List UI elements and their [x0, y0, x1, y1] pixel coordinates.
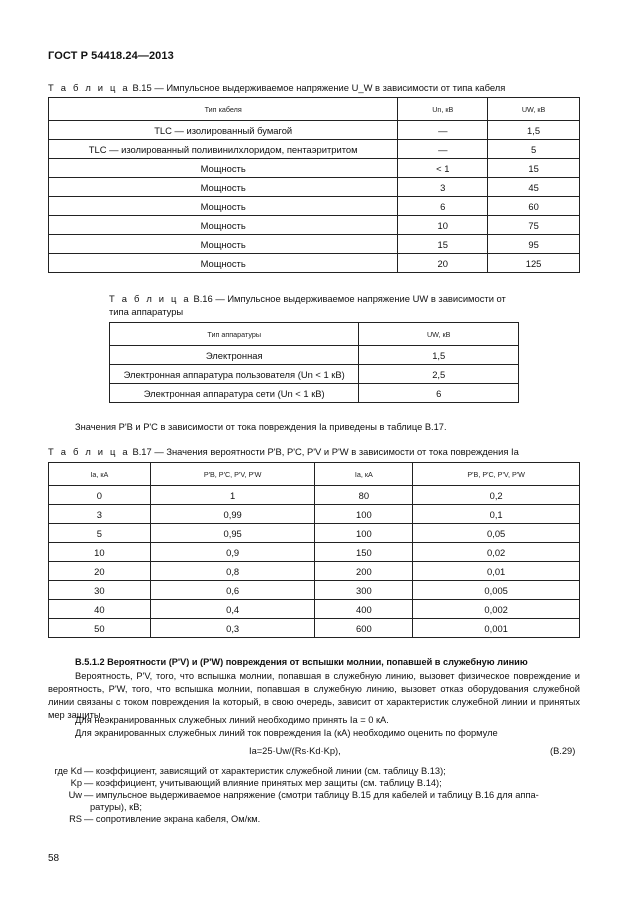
table-cell: 0,001: [413, 619, 580, 638]
table-cell: Мощность: [49, 216, 398, 235]
table-cell: 150: [315, 543, 413, 562]
table-b15: [48, 97, 580, 273]
table-cell: Электронная: [110, 346, 359, 365]
table-b16-caption-text: В.16 — Импульсное выдерживаемое напряжение UW в зависимости от: [193, 293, 506, 304]
table-cell: Электронная аппаратура сети (Un < 1 кВ): [110, 384, 359, 403]
table-row: [110, 384, 519, 403]
table-b16-caption-line1: [109, 293, 506, 305]
table-cell: 100: [315, 524, 413, 543]
column-header: UW, кВ: [488, 98, 580, 121]
column-header: UW, кВ: [359, 323, 519, 346]
table-cell: Мощность: [49, 254, 398, 273]
table-cell: 125: [488, 254, 580, 273]
table-b15-caption: [48, 82, 505, 94]
table-row: [49, 235, 580, 254]
table-cell: Мощность: [49, 235, 398, 254]
where-symbol: Kp: [70, 778, 82, 788]
table-cell: —: [398, 140, 488, 159]
table-row: [110, 365, 519, 384]
where-text: — коэффициент, учитывающий влияние принятых мер защиты (см. таблицу В.14);: [84, 778, 442, 788]
column-header: Un, кВ: [398, 98, 488, 121]
where-text: ратуры), кВ;: [90, 802, 143, 812]
table-cell: 0,005: [413, 581, 580, 600]
table-row: [49, 600, 580, 619]
table-cell: 1,5: [359, 346, 519, 365]
where-text: — коэффициент, зависящий от характеристик служебной линии (см. таблицу В.13);: [84, 766, 446, 776]
where-text: — сопротивление экрана кабеля, Ом/км.: [84, 814, 261, 824]
table-b17: [48, 462, 580, 638]
table-row: [49, 581, 580, 600]
table-b16-caption-line2: типа аппаратуры: [109, 306, 184, 317]
table-row: [49, 121, 580, 140]
table-row: [49, 562, 580, 581]
table-row: [49, 254, 580, 273]
formula: Ia=25·Uw/(Rs·Kd·Kp),: [249, 746, 341, 756]
table-cell: 200: [315, 562, 413, 581]
table-row: [49, 178, 580, 197]
table-cell: 0: [49, 486, 151, 505]
table-row: [49, 159, 580, 178]
table-cell: 0,9: [150, 543, 315, 562]
table-b16: [109, 322, 519, 403]
table-cell: 3: [49, 505, 151, 524]
table-cell: Мощность: [49, 178, 398, 197]
table-cell: 300: [315, 581, 413, 600]
table-cell: 5: [488, 140, 580, 159]
table-cell: 5: [49, 524, 151, 543]
table-b16-caption-prefix: Т а б л и ц а: [109, 293, 191, 304]
table-row: [49, 486, 580, 505]
table-cell: 0,002: [413, 600, 580, 619]
section-para2: Для неэкранированных служебных линий необходимо принять Ia = 0 кА.: [75, 715, 389, 725]
table-cell: 15: [488, 159, 580, 178]
table-b15-caption-text: В.15 — Импульсное выдерживаемое напряжение U_W в зависимости от типа кабеля: [132, 82, 506, 93]
section-heading: В.5.1.2 Вероятности (P'V) и (P'W) повреждения от вспышки молнии, попавшей в служебную линию: [75, 657, 528, 667]
formula-number: (В.29): [550, 746, 576, 756]
column-header: Тип аппаратуры: [110, 323, 359, 346]
table-cell: 100: [315, 505, 413, 524]
table-cell: 60: [488, 197, 580, 216]
table-cell: 10: [398, 216, 488, 235]
table-cell: 0,95: [150, 524, 315, 543]
column-header: Ia, кА: [49, 463, 151, 486]
table-cell: 0,3: [150, 619, 315, 638]
standard-header: ГОСТ Р 54418.24—2013: [48, 50, 174, 62]
table-cell: 50: [49, 619, 151, 638]
table-cell: 20: [398, 254, 488, 273]
table-cell: 1,5: [488, 121, 580, 140]
table-row: [49, 619, 580, 638]
section-para3: Для экранированных служебных линий ток повреждения Ia (кА) необходимо оценить по формуле: [75, 728, 498, 738]
where-symbol: Uw: [68, 790, 82, 800]
table-row: [110, 346, 519, 365]
table-cell: 0,99: [150, 505, 315, 524]
table-cell: 3: [398, 178, 488, 197]
table-cell: 80: [315, 486, 413, 505]
table-cell: —: [398, 121, 488, 140]
table-b17-caption: [48, 446, 519, 458]
table-row: [49, 197, 580, 216]
table-cell: 0,8: [150, 562, 315, 581]
table-cell: TLC — изолированный поливинилхлоридом, пентаэритритом: [49, 140, 398, 159]
section-para1: Вероятность, P'V, того, что вспышка молнии, попавшая в служебную линию, вызовет физическое повреждение и вероятность, P'W, того, что вспышка молнии, попавшая в служебную линию, вызовет отказ оборудования служебной линии связаны с током повреждения Ia который, в свою очередь, зависит от характеристик служебной линии и принятых мер защиты.: [48, 671, 580, 720]
column-header: P'B, P'C, P'V, P'W: [150, 463, 315, 486]
table-cell: 600: [315, 619, 413, 638]
table-cell: 0,01: [413, 562, 580, 581]
where-symbol: где Kd: [54, 766, 82, 776]
table-cell: 45: [488, 178, 580, 197]
table-cell: 95: [488, 235, 580, 254]
table-cell: < 1: [398, 159, 488, 178]
table-cell: 0,02: [413, 543, 580, 562]
table-cell: Мощность: [49, 197, 398, 216]
table-cell: Электронная аппаратура пользователя (Un < 1 кВ): [110, 365, 359, 384]
table-row: [49, 216, 580, 235]
table-cell: 6: [359, 384, 519, 403]
table-cell: 0,05: [413, 524, 580, 543]
table-cell: 0,6: [150, 581, 315, 600]
column-header: Тип кабеля: [49, 98, 398, 121]
table-cell: 0,2: [413, 486, 580, 505]
table-row: [49, 543, 580, 562]
table-b17-caption-text: В.17 — Значения вероятности P'B, P'C, P'V и P'W в зависимости от тока повреждения Ia: [132, 446, 519, 457]
table-cell: 0,4: [150, 600, 315, 619]
table-cell: 30: [49, 581, 151, 600]
column-header: P'B, P'C, P'V, P'W: [413, 463, 580, 486]
table-cell: 20: [49, 562, 151, 581]
table-cell: Мощность: [49, 159, 398, 178]
table-b15-caption-prefix: Т а б л и ц а: [48, 82, 130, 93]
table-cell: 400: [315, 600, 413, 619]
table-cell: 1: [150, 486, 315, 505]
table-cell: 40: [49, 600, 151, 619]
table-cell: 75: [488, 216, 580, 235]
table-cell: 2,5: [359, 365, 519, 384]
table-row: [49, 505, 580, 524]
table-cell: 10: [49, 543, 151, 562]
page-number: 58: [48, 853, 60, 864]
table-cell: TLC — изолированный бумагой: [49, 121, 398, 140]
where-text: — импульсное выдерживаемое напряжение (смотри таблицу В.15 для кабелей и таблицу В.16 для аппа-: [84, 790, 539, 800]
where-symbol: RS: [69, 814, 82, 824]
table-cell: 0,1: [413, 505, 580, 524]
table-row: [49, 140, 580, 159]
table-b17-caption-prefix: Т а б л и ц а: [48, 446, 130, 457]
table-cell: 6: [398, 197, 488, 216]
note-b17: Значения P'B и P'C в зависимости от тока повреждения Ia приведены в таблице В.17.: [75, 422, 447, 432]
table-cell: 15: [398, 235, 488, 254]
table-row: [49, 524, 580, 543]
column-header: Ia, кА: [315, 463, 413, 486]
